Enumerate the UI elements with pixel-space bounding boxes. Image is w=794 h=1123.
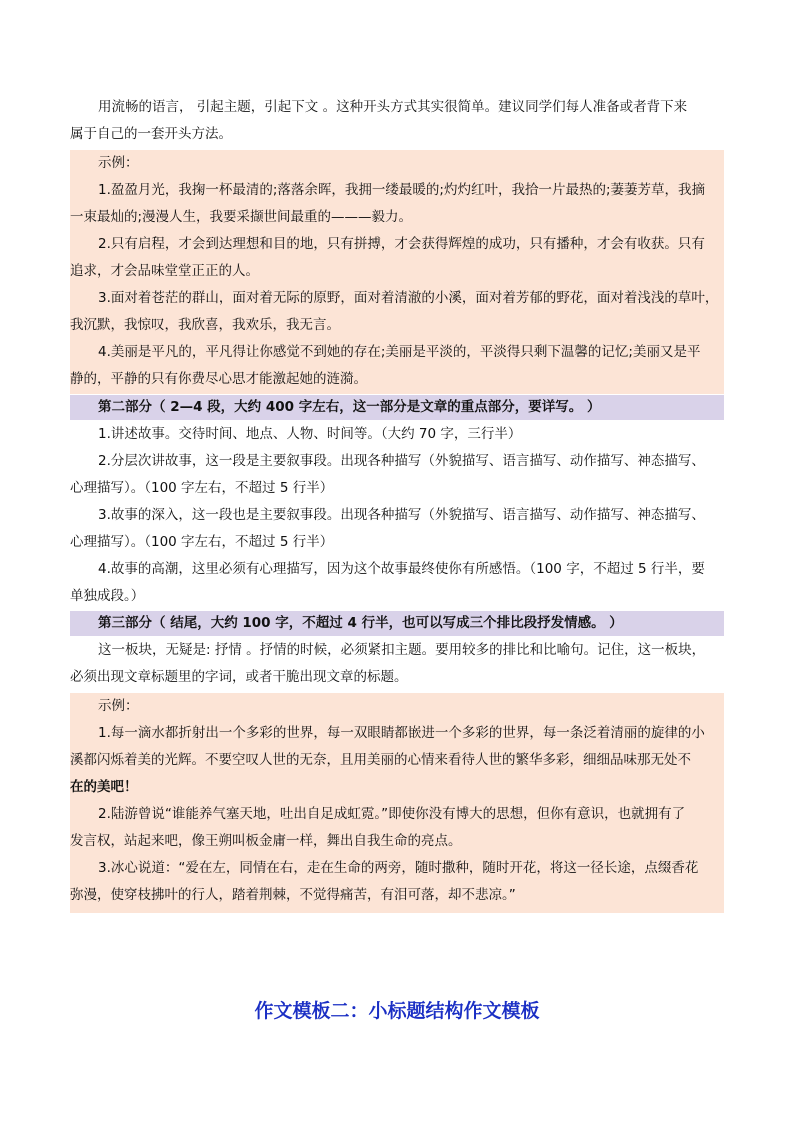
part2-item1: 1.讲述故事。交待时间、地点、人物、时间等。（大约 70 字，三行半） <box>98 426 522 442</box>
part3-body-line1: 这一板块，无疑是: 抒情 。抒情的时候，必须紧扣主题。要用较多的排比和比喻句。记住，这一板块， <box>98 642 706 658</box>
part2-header: 第二部分（ 2—4 段，大约 400 字左右，这一部分是文章的重点部分，要详写。 ） <box>98 399 601 415</box>
example1-item3-line2: 我沉默，我惊叹，我欣喜，我欢乐，我无言。 <box>70 317 340 333</box>
part2-item2-line2: 心理描写）。（100 字左右，不超过 5 行半） <box>70 480 334 496</box>
intro-line-2: 属于自己的一套开头方法。 <box>70 126 232 142</box>
part3-body-line2: 必须出现文章标题里的字词，或者干脆出现文章的标题。 <box>70 669 408 685</box>
example2-item1-line3: 在的美吧！ <box>70 779 138 795</box>
example2-item3-line1: 3.冰心说道：“爱在左，同情在右，走在生命的两旁，随时撒种，随时开花，将这一径长途，点缀香花 <box>98 860 699 876</box>
section-heading: 作文模板二：小标题结构作文模板 <box>254 1000 540 1022</box>
example-label-2: 示例： <box>98 698 139 714</box>
example1-item3-line1: 3.面对着苍茫的群山，面对着无际的原野，面对着清澈的小溪，面对着芳郁的野花，面对着浅浅的草叶， <box>98 290 719 306</box>
part2-item4-line2: 单独成段。） <box>70 588 145 604</box>
example1-item2-line2: 追求，才会品味堂堂正正的人。 <box>70 263 259 279</box>
example1-item1-line1: 1.盈盈月光，我掬一杯最清的;落落余晖，我拥一缕最暖的;灼灼红叶，我拾一片最热的;萋萋芳草，我摘 <box>98 182 706 198</box>
example2-item2-line1: 2.陆游曾说“谁能养气塞天地，吐出自足成虹霓。”即使你没有博大的思想，但你有意识，也就拥有了 <box>98 806 686 822</box>
example-label-1: 示例： <box>98 155 139 171</box>
part2-item2-line1: 2.分层次讲故事，这一段是主要叙事段。出现各种描写（外貌描写、语言描写、动作描写、神态描写、 <box>98 453 705 469</box>
part2-item3-line2: 心理描写）。（100 字左右，不超过 5 行半） <box>70 534 334 550</box>
part2-item3-line1: 3.故事的深入，这一段也是主要叙事段。出现各种描写（外貌描写、语言描写、动作描写、神态描写、 <box>98 507 705 523</box>
intro-line-1: 用流畅的语言， 引起主题，引起下文 。这种开头方式其实很简单。建议同学们每人准备或者背下来 <box>98 99 688 115</box>
example1-item4-line2: 静的，平静的只有你费尽心思才能激起她的涟漪。 <box>70 371 367 387</box>
example1-item1-line2: 一束最灿的;漫漫人生，我要采撷世间最重的———毅力。 <box>70 209 413 225</box>
part3-header: 第三部分（ 结尾，大约 100 字，不超过 4 行半，也可以写成三个排比段抒发情感。 ） <box>98 615 623 631</box>
example2-item2-line2: 发言权，站起来吧，像王朔叫板金庸一样，舞出自我生命的亮点。 <box>70 833 462 849</box>
example2-item1-line1: 1.每一滴水都折射出一个多彩的世界，每一双眼睛都嵌进一个多彩的世界，每一条泛着清丽的旋律的小 <box>98 725 705 741</box>
example1-item2-line1: 2.只有启程，才会到达理想和目的地，只有拼搏，才会获得辉煌的成功，只有播种，才会有收获。只有 <box>98 236 705 252</box>
example2-item3-line2: 弥漫，使穿枝拂叶的行人，踏着荆棘，不觉得痛苦，有泪可落，却不悲凉。” <box>70 887 516 903</box>
example1-item4-line1: 4.美丽是平凡的，平凡得让你感觉不到她的存在;美丽是平淡的，平淡得只剩下温馨的记忆;美丽又是平 <box>98 344 701 360</box>
part2-item4-line1: 4.故事的高潮，这里必须有心理描写，因为这个故事最终使你有所感悟。（100 字，不超过 5 行半，要 <box>98 561 705 577</box>
example2-item1-line2: 溪都闪烁着美的光辉。不要空叹人世的无奈，且用美丽的心情来看待人世的繁华多彩，细细品味那无处不 <box>70 752 691 768</box>
